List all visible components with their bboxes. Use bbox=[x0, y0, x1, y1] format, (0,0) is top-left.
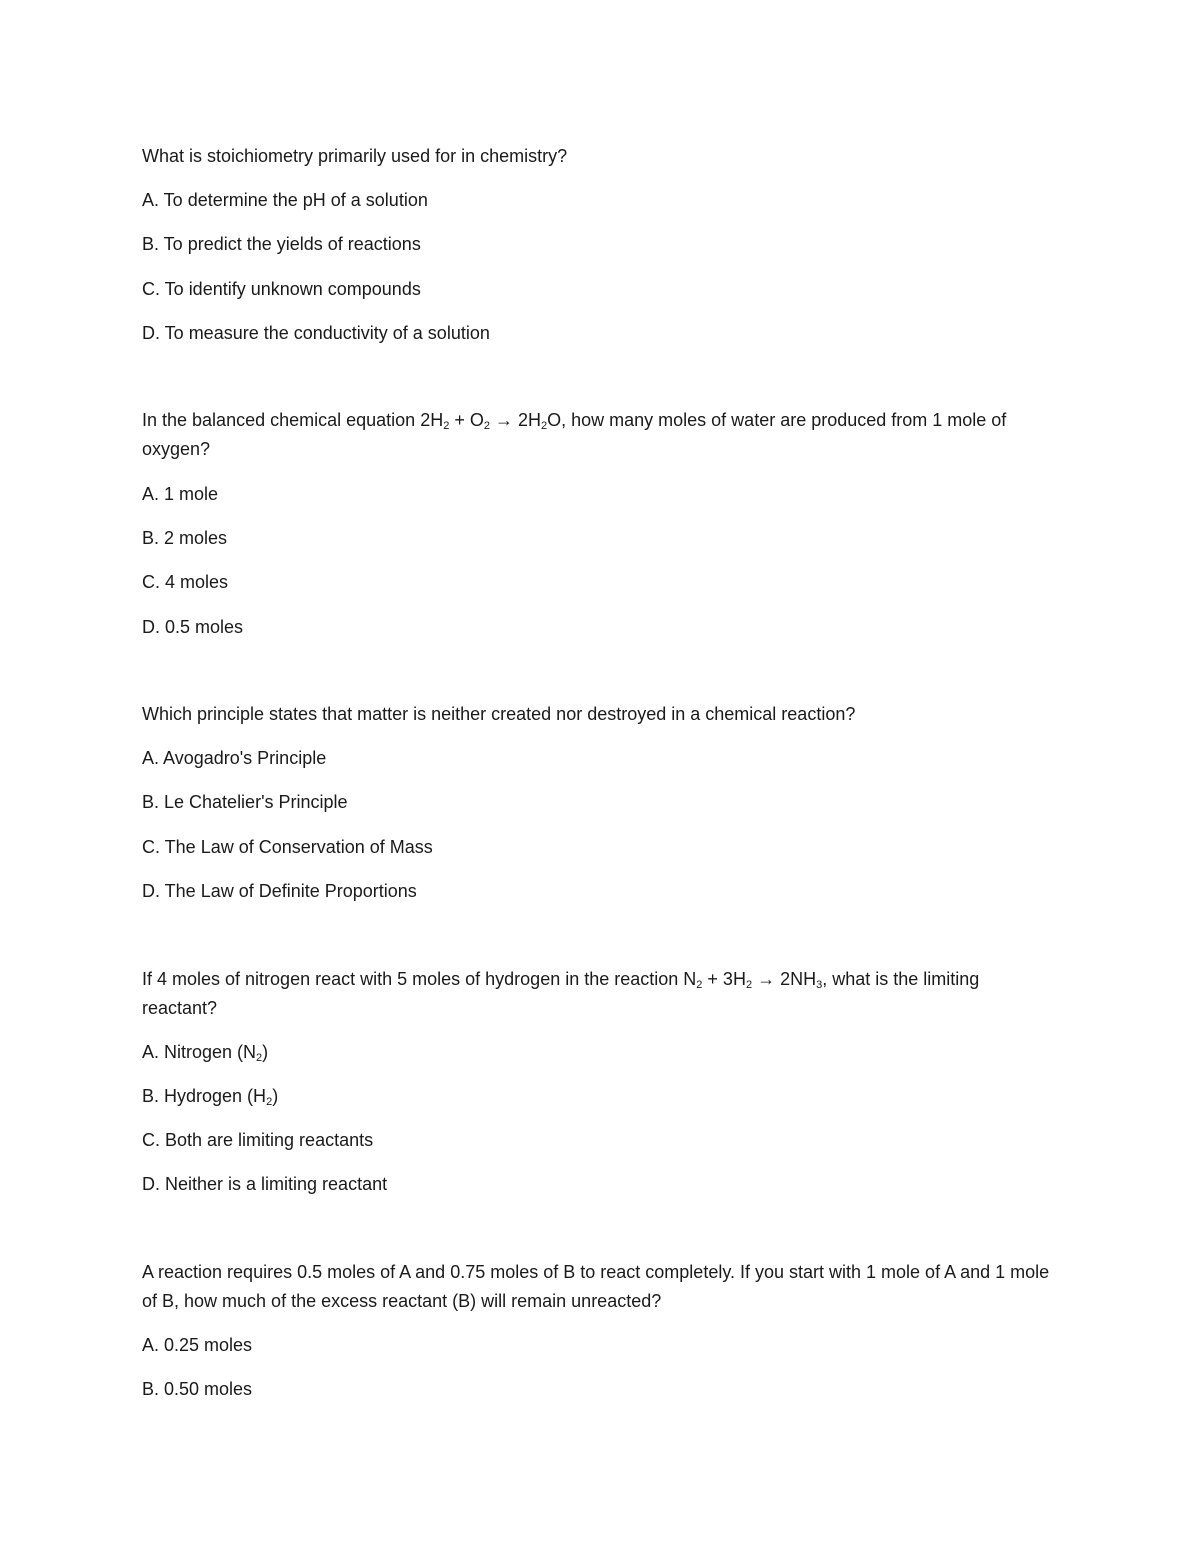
question-4-text-part: → 2NH bbox=[752, 969, 817, 989]
subscript: 2 bbox=[540, 420, 548, 432]
question-1-text: What is stoichiometry primarily used for in chemistry? bbox=[142, 146, 568, 166]
option-text: ) bbox=[262, 1042, 269, 1062]
question-1-option-b: B. To predict the yields of reactions bbox=[142, 234, 421, 254]
question-5-option-a: A. 0.25 moles bbox=[142, 1335, 253, 1355]
question-3-option-c: C. The Law of Conservation of Mass bbox=[142, 837, 433, 857]
subscript: 2 bbox=[266, 1096, 273, 1108]
subscript: 3 bbox=[816, 979, 823, 991]
question-1-option-c: C. To identify unknown compounds bbox=[142, 279, 421, 299]
question-2-option-b: B. 2 moles bbox=[142, 528, 228, 548]
question-3-option-a: A. Avogadro's Principle bbox=[142, 748, 327, 768]
question-1-option-d: D. To measure the conductivity of a solution bbox=[142, 323, 490, 343]
option-text: B. Hydrogen (H bbox=[142, 1086, 267, 1106]
question-4-text-part: + 3H bbox=[702, 969, 746, 989]
question-3-text: Which principle states that matter is neither created nor destroyed in a chemical reaction? bbox=[142, 704, 856, 724]
subscript: 2 bbox=[483, 420, 490, 432]
question-3-option-b: B. Le Chatelier's Principle bbox=[142, 792, 348, 812]
question-4-option-b bbox=[142, 1082, 278, 1111]
question-2-text-part: → 2H bbox=[489, 410, 541, 430]
question-5-option-b: B. 0.50 moles bbox=[142, 1379, 253, 1399]
question-4-option-a bbox=[142, 1038, 268, 1067]
question-4-text bbox=[142, 965, 1052, 1023]
option-text: A. Nitrogen (N bbox=[142, 1042, 257, 1062]
question-2-text bbox=[142, 406, 1052, 464]
option-text: ) bbox=[272, 1086, 279, 1106]
subscript: 2 bbox=[443, 420, 450, 432]
subscript: 2 bbox=[256, 1052, 263, 1064]
question-5-text: A reaction requires 0.5 moles of A and 0.75 moles of B to react completely. If you start with 1 mole of A and 1 mole of B, how much of the excess reactant (B) will remain unreacted? bbox=[142, 1262, 1050, 1311]
question-2-text-part: O, how many moles of water are produced from 1 mole of oxygen? bbox=[142, 410, 1007, 459]
question-2-option-d: D. 0.5 moles bbox=[142, 617, 244, 637]
question-2-text-part: + O bbox=[449, 410, 484, 430]
question-2-text-part: In the balanced chemical equation 2H bbox=[142, 410, 444, 430]
question-4-option-d: D. Neither is a limiting reactant bbox=[142, 1174, 388, 1194]
question-2-option-a: A. 1 mole bbox=[142, 484, 219, 504]
question-1-option-a: A. To determine the pH of a solution bbox=[142, 190, 428, 210]
question-4-option-c: C. Both are limiting reactants bbox=[142, 1130, 374, 1150]
question-3-option-d: D. The Law of Definite Proportions bbox=[142, 881, 417, 901]
question-2-option-c: C. 4 moles bbox=[142, 572, 229, 592]
subscript: 2 bbox=[696, 979, 703, 991]
question-4-text-part: , what is the limiting reactant? bbox=[142, 969, 980, 1018]
subscript: 2 bbox=[745, 979, 753, 991]
question-4-text-part: If 4 moles of nitrogen react with 5 moles of hydrogen in the reaction N bbox=[142, 969, 697, 989]
